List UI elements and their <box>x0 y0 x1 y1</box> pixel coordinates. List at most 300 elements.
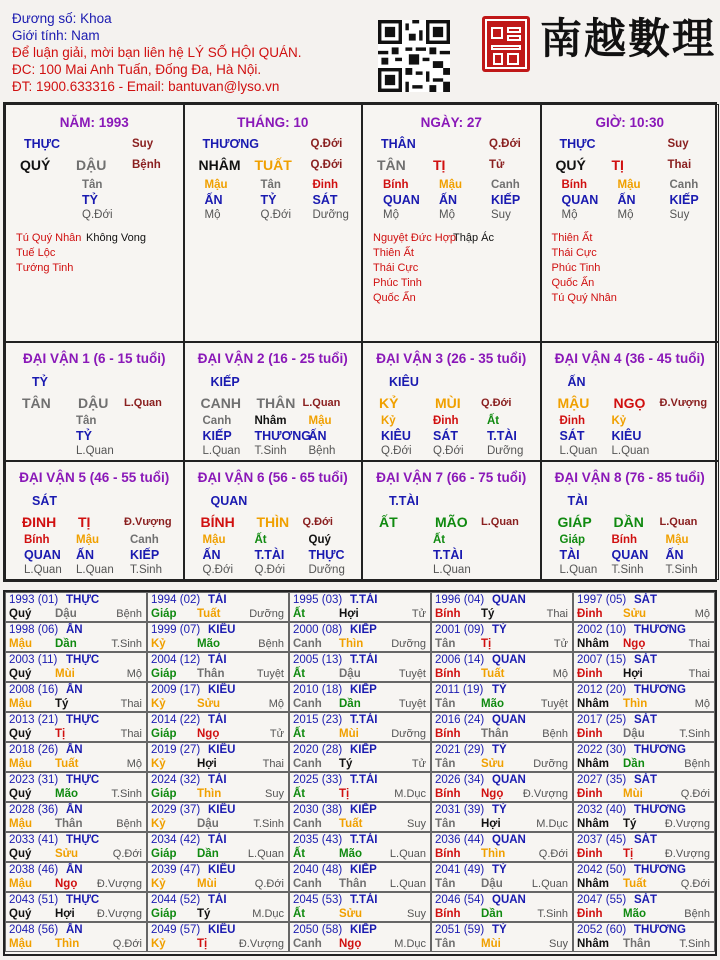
year-label: 2050 (58) <box>293 924 343 936</box>
year-cell <box>147 832 289 862</box>
year-branch: Tuất <box>55 758 79 770</box>
year-stem: Mậu <box>9 878 32 890</box>
year-stem: Mậu <box>9 638 32 650</box>
year-star: QUAN <box>492 714 526 726</box>
hidden-stage: L.Quan <box>559 445 598 457</box>
year-branch: Hợi <box>481 818 501 830</box>
hidden-stage: Q.Đới <box>433 445 464 457</box>
pillar-cell <box>362 104 541 342</box>
hidden-star: TỶ <box>82 193 98 207</box>
year-cell <box>431 862 573 892</box>
year-star: THỰC <box>66 894 100 906</box>
year-stage: Tử <box>269 728 284 740</box>
year-cell <box>5 712 147 742</box>
year-label: 2002 (10) <box>577 624 627 636</box>
dai-van-stage: Q.Đới <box>302 516 333 528</box>
dai-van-stem: ĐINH <box>22 514 57 530</box>
dai-van-star: QUAN <box>210 494 248 508</box>
hidden-stage: T.Sinh <box>611 564 644 576</box>
year-cell <box>431 622 573 652</box>
year-stem: Mậu <box>9 758 32 770</box>
year-stage: Đ.Vượng <box>238 938 284 950</box>
year-label: 2028 (36) <box>9 804 59 816</box>
hidden-stage: Mộ <box>617 209 634 221</box>
dai-van-stem: KỶ <box>379 395 399 411</box>
year-branch: Dần <box>197 848 219 860</box>
year-star: KIÊU <box>208 624 236 636</box>
pillar-stage: Thai <box>667 159 692 171</box>
year-stage: Bệnh <box>684 758 710 770</box>
year-branch: Hợi <box>55 908 75 920</box>
dai-van-stage: L.Quan <box>302 397 341 409</box>
pillar-star-top: THỰC <box>24 137 61 151</box>
year-stem: Bính <box>435 908 461 920</box>
year-star: QUAN <box>492 894 526 906</box>
year-label: 2040 (48) <box>293 864 343 876</box>
year-label: 2004 (12) <box>151 654 201 666</box>
year-star: SÁT <box>634 894 657 906</box>
pillar-stem: QUÝ <box>20 157 51 173</box>
year-star: ẤN <box>66 684 83 696</box>
hidden-star: TỶ <box>260 193 277 207</box>
year-cell <box>147 682 289 712</box>
year-label: 2042 (50) <box>577 864 627 876</box>
year-label: 1997 (05) <box>577 594 627 606</box>
shen-sha: Quốc Ấn <box>551 277 595 289</box>
year-branch: Tuất <box>481 668 505 680</box>
year-stage: Tuyệt <box>256 668 284 680</box>
year-star: KIÊU <box>208 924 236 936</box>
dai-van-cell <box>541 461 720 580</box>
hidden-star: KIÊU <box>611 429 642 443</box>
year-star: KIẾP <box>350 684 377 696</box>
year-stage: L.Quan <box>531 878 568 890</box>
year-branch: Tuất <box>339 818 363 830</box>
shen-sha: Thái Cực <box>373 262 419 274</box>
year-cell <box>289 922 431 952</box>
year-branch: Dậu <box>55 608 77 620</box>
year-cell <box>289 892 431 922</box>
year-star: KIẾP <box>350 804 377 816</box>
year-stage: Tuyệt <box>540 698 568 710</box>
pillar-stage: Bệnh <box>132 159 161 171</box>
year-label: 2016 (24) <box>435 714 485 726</box>
hidden-stage: Q.Đới <box>260 209 292 221</box>
year-cell <box>573 652 715 682</box>
hidden-star: SÁT <box>559 429 585 443</box>
year-branch: Hợi <box>197 758 217 770</box>
year-stage: Tử <box>411 608 426 620</box>
year-stage: Suy <box>549 938 568 950</box>
year-branch: Thân <box>55 818 83 830</box>
dai-van-title: ĐẠI VẬN 1 (6 - 15 tuổi) <box>22 351 166 366</box>
dai-van-title: ĐẠI VẬN 7 (66 - 75 tuổi) <box>376 470 527 485</box>
hidden-stem: Mậu <box>202 534 226 546</box>
year-branch: Thìn <box>339 638 364 650</box>
year-star: SÁT <box>634 594 657 606</box>
year-stage: Mộ <box>694 608 710 620</box>
pillar-cell <box>184 104 363 342</box>
year-stage: Q.Đới <box>680 878 710 890</box>
pillar-stage: Q.Đới <box>310 159 343 171</box>
year-stem: Kỷ <box>151 878 166 890</box>
year-stem: Canh <box>293 638 322 650</box>
year-cell <box>431 892 573 922</box>
year-cell <box>431 832 573 862</box>
year-stem: Quý <box>9 908 32 920</box>
year-label: 2045 (53) <box>293 894 343 906</box>
year-star: TÀI <box>208 594 227 606</box>
hidden-stage: L.Quan <box>76 564 114 576</box>
year-star: TỶ <box>492 804 507 816</box>
pillar-star-top: THỰC <box>559 137 596 151</box>
year-branch: Thân <box>481 728 509 740</box>
owner-name: Đương số: Khoa <box>12 11 112 26</box>
year-stem: Đinh <box>577 668 603 680</box>
hidden-stem: Mậu <box>204 179 228 191</box>
year-stage: Dưỡng <box>391 728 426 740</box>
hidden-stage: L.Quan <box>559 564 598 576</box>
year-label: 2021 (29) <box>435 744 485 756</box>
hidden-stem: Đinh <box>559 415 586 427</box>
year-stem: Bính <box>435 848 461 860</box>
year-branch: Sửu <box>197 698 221 710</box>
year-label: 2011 (19) <box>435 684 484 696</box>
year-star: KIẾP <box>350 744 377 756</box>
year-stage: Mộ <box>552 668 568 680</box>
year-label: 2000 (08) <box>293 624 343 636</box>
hidden-stage: L.Quan <box>433 564 471 576</box>
year-stem: Ất <box>293 608 306 620</box>
year-label: 2032 (40) <box>577 804 627 816</box>
year-cell <box>147 862 289 892</box>
dai-van-title: ĐẠI VẬN 4 (36 - 45 tuổi) <box>554 351 705 366</box>
year-label: 2005 (13) <box>293 654 343 666</box>
dai-van-stage: L.Quan <box>481 516 519 528</box>
pillar-stage-top: Suy <box>132 138 154 150</box>
year-stem: Tân <box>435 938 456 950</box>
pillar-stem: QUÝ <box>555 157 586 173</box>
year-branch: Sửu <box>623 608 647 620</box>
year-cell <box>5 772 147 802</box>
year-branch: Dần <box>55 638 77 650</box>
year-cell <box>147 652 289 682</box>
year-star: TÀI <box>208 774 227 786</box>
hidden-stem: Đinh <box>433 415 459 427</box>
year-cell <box>289 652 431 682</box>
year-stage: Q.Đới <box>112 848 142 860</box>
pillar-branch: TUẤT <box>254 157 292 173</box>
year-cell <box>289 802 431 832</box>
hidden-star: T.TÀI <box>487 429 517 443</box>
year-star: SÁT <box>634 654 657 666</box>
hidden-stage: Q.Đới <box>202 564 234 576</box>
year-stage: Dưỡng <box>391 638 426 650</box>
year-star: THỰC <box>66 834 100 846</box>
year-stem: Ất <box>293 668 306 680</box>
year-star: THỰC <box>66 774 100 786</box>
year-stem: Kỷ <box>151 638 166 650</box>
year-stage: Bệnh <box>684 908 710 920</box>
year-star: ẤN <box>66 864 83 876</box>
year-stage: T.Sinh <box>679 728 710 740</box>
year-star: KIÊU <box>208 864 236 876</box>
year-cell <box>147 892 289 922</box>
year-branch: Dần <box>339 698 361 710</box>
dai-van-title: ĐẠI VẬN 3 (26 - 35 tuổi) <box>376 351 527 366</box>
year-star: QUAN <box>492 774 526 786</box>
year-label: 2026 (34) <box>435 774 485 786</box>
year-star: KIÊU <box>208 684 236 696</box>
hidden-stage: Q.Đới <box>254 564 286 576</box>
year-label: 2036 (44) <box>435 834 485 846</box>
hidden-stem: Canh <box>669 179 699 191</box>
year-label: 2039 (47) <box>151 864 201 876</box>
year-star: T.TÀI <box>350 774 378 786</box>
year-stage: Mộ <box>268 698 284 710</box>
year-stage: Suy <box>407 908 426 920</box>
hidden-star: KIẾP <box>491 193 521 207</box>
hidden-stem: Tân <box>260 179 281 191</box>
year-cell <box>147 772 289 802</box>
dai-van-star: KIẾP <box>210 375 240 389</box>
year-label: 2044 (52) <box>151 894 201 906</box>
year-branch: Thìn <box>55 938 80 950</box>
year-stem: Giáp <box>151 608 177 620</box>
year-star: KIÊU <box>208 804 236 816</box>
dai-van-cell <box>362 342 541 461</box>
year-label: 2018 (26) <box>9 744 59 756</box>
pillar-stage: Tử <box>489 159 505 171</box>
year-label: 2035 (43) <box>293 834 343 846</box>
year-label: 2007 (15) <box>577 654 627 666</box>
year-star: THƯƠNG <box>634 924 686 936</box>
hidden-star: ẤN <box>665 548 684 562</box>
year-branch: Tý <box>481 608 495 620</box>
year-label: 2048 (56) <box>9 924 59 936</box>
year-star: KIẾP <box>350 864 377 876</box>
shen-sha: Quốc Ấn <box>373 292 416 304</box>
year-label: 2030 (38) <box>293 804 343 816</box>
year-star: THƯƠNG <box>634 744 686 756</box>
year-cell <box>289 832 431 862</box>
year-stem: Tân <box>435 818 456 830</box>
year-cell <box>431 772 573 802</box>
dai-van-branch: TỊ <box>78 514 91 530</box>
year-label: 2034 (42) <box>151 834 201 846</box>
year-star: T.TÀI <box>350 654 378 666</box>
year-cell <box>431 682 573 712</box>
hidden-star: KIẾP <box>130 548 160 562</box>
year-stem: Nhâm <box>577 938 609 950</box>
hidden-star: QUAN <box>24 548 61 562</box>
year-stage: Thai <box>688 668 710 680</box>
year-cell <box>147 802 289 832</box>
year-cell <box>431 922 573 952</box>
address-line: ĐC: 100 Mai Anh Tuấn, Đống Đa, Hà Nội. <box>12 62 262 77</box>
year-cell <box>573 712 715 742</box>
year-stem: Quý <box>9 788 32 800</box>
year-cell <box>5 832 147 862</box>
year-branch: Thìn <box>481 848 506 860</box>
year-stem: Giáp <box>151 668 177 680</box>
year-cell <box>573 592 715 622</box>
shen-sha: Thiên Ất <box>551 232 593 244</box>
qr-code-icon <box>378 20 450 92</box>
year-stem: Giáp <box>151 728 177 740</box>
hidden-stage: Mộ <box>204 209 221 221</box>
year-stage: Q.Đới <box>538 848 568 860</box>
year-label: 2029 (37) <box>151 804 201 816</box>
hidden-star: ẤN <box>76 548 95 562</box>
year-stem: Mậu <box>9 938 32 950</box>
hidden-stage: L.Quan <box>76 445 114 457</box>
year-branch: Thân <box>623 938 651 950</box>
year-cell <box>431 712 573 742</box>
year-stem: Tân <box>435 878 456 890</box>
year-star: ẤN <box>66 624 83 636</box>
year-label: 1993 (01) <box>9 594 59 606</box>
year-label: 2037 (45) <box>577 834 627 846</box>
hidden-stage: Dưỡng <box>312 209 349 221</box>
year-star: TÀI <box>208 654 227 666</box>
year-label: 2014 (22) <box>151 714 201 726</box>
hidden-star: TÀI <box>559 548 580 562</box>
dai-van-stem: ẤT <box>379 514 398 530</box>
year-cell <box>147 622 289 652</box>
year-star: TÀI <box>208 834 227 846</box>
year-label: 2015 (23) <box>293 714 343 726</box>
dai-van-star: TÀI <box>567 494 588 508</box>
pillar-stage-top: Q.Đới <box>310 138 343 150</box>
hidden-stem: Ất <box>487 415 500 427</box>
year-branch: Dậu <box>623 728 645 740</box>
year-stem: Kỷ <box>151 758 166 770</box>
year-cell <box>5 652 147 682</box>
header-info <box>12 10 301 95</box>
hidden-star: ẤN <box>439 193 458 207</box>
year-cell <box>573 772 715 802</box>
year-cell <box>5 592 147 622</box>
dai-van-stem: MẬU <box>557 395 590 411</box>
dai-van-stage: L.Quan <box>659 516 698 528</box>
hidden-stem: Mậu <box>76 534 99 546</box>
year-star: TỶ <box>492 684 507 696</box>
dai-van-cell <box>5 461 184 580</box>
year-stem: Nhâm <box>577 818 609 830</box>
year-stem: Ất <box>293 848 306 860</box>
year-star: T.TÀI <box>350 834 378 846</box>
year-stem: Quý <box>9 848 32 860</box>
year-star: TÀI <box>208 894 227 906</box>
year-branch: Dậu <box>339 668 361 680</box>
year-branch: Mùi <box>481 938 501 950</box>
hidden-star: T.TÀI <box>433 548 463 562</box>
year-branch: Tý <box>339 758 353 770</box>
year-label: 2013 (21) <box>9 714 59 726</box>
year-branch: Mão <box>339 848 362 860</box>
year-branch: Mùi <box>55 668 75 680</box>
dai-van-cell <box>541 342 720 461</box>
dai-van-stem: GIÁP <box>557 514 592 530</box>
year-star: THỰC <box>66 594 100 606</box>
hidden-stem: Mậu <box>439 179 462 191</box>
year-label: 2023 (31) <box>9 774 59 786</box>
dai-van-title: ĐẠI VẬN 6 (56 - 65 tuổi) <box>197 470 348 485</box>
year-branch: Sửu <box>55 848 79 860</box>
year-branch: Dậu <box>197 818 219 830</box>
hidden-stem: Tân <box>76 415 97 427</box>
year-star: THỰC <box>66 654 100 666</box>
shen-sha: Tuế Lộc <box>16 247 56 259</box>
dai-van-title: ĐẠI VẬN 8 (76 - 85 tuổi) <box>554 470 705 485</box>
year-stem: Kỷ <box>151 698 166 710</box>
year-stem: Đinh <box>577 848 603 860</box>
year-stem: Đinh <box>577 608 603 620</box>
year-stem: Quý <box>9 728 32 740</box>
year-stage: Q.Đới <box>254 878 284 890</box>
hidden-star: SÁT <box>433 429 458 443</box>
year-cell <box>573 802 715 832</box>
year-stage: Q.Đới <box>680 788 710 800</box>
year-star: KIẾP <box>350 624 377 636</box>
year-stage: M.Dục <box>536 818 568 830</box>
year-star: ẤN <box>66 744 83 756</box>
hidden-stage: L.Quan <box>611 445 650 457</box>
shen-sha: Không Vong <box>86 232 146 244</box>
year-label: 2043 (51) <box>9 894 59 906</box>
dai-van-star: SÁT <box>32 494 57 508</box>
year-stage: Đ.Vượng <box>96 908 142 920</box>
pillar-cell <box>5 104 184 342</box>
year-stem: Nhâm <box>577 878 609 890</box>
year-branch: Tị <box>55 728 66 740</box>
year-stage: Tuyệt <box>398 698 426 710</box>
year-label: 2019 (27) <box>151 744 201 756</box>
year-stem: Bính <box>435 608 461 620</box>
year-stem: Kỷ <box>151 818 166 830</box>
dai-van-stage: Đ.Vượng <box>659 397 708 409</box>
hidden-star: KIẾP <box>669 193 699 207</box>
hidden-stage: T.Sinh <box>254 445 287 457</box>
dai-van-branch: THÂN <box>256 395 296 411</box>
year-branch: Tị <box>623 848 634 860</box>
year-stage: M.Dục <box>394 788 426 800</box>
year-label: 2041 (49) <box>435 864 485 876</box>
year-stem: Tân <box>435 758 456 770</box>
year-label: 2031 (39) <box>435 804 485 816</box>
pillar-stem: TÂN <box>377 157 406 173</box>
year-branch: Tị <box>197 938 208 950</box>
year-cell <box>573 922 715 952</box>
year-stage: Thai <box>120 728 142 740</box>
hidden-stem: Ất <box>433 534 446 546</box>
year-stem: Tân <box>435 638 456 650</box>
pillar-stem: NHÂM <box>198 157 241 173</box>
pillar-title: NGÀY: 27 <box>420 115 482 130</box>
year-stem: Bính <box>435 788 461 800</box>
year-stage: Q.Đới <box>112 938 142 950</box>
year-cell <box>431 592 573 622</box>
year-star: SÁT <box>634 834 657 846</box>
hidden-stage: Q.Đới <box>381 445 412 457</box>
year-branch: Dần <box>623 758 645 770</box>
shen-sha: Tướng Tinh <box>16 262 74 274</box>
hidden-star: KIẾP <box>202 429 232 443</box>
hidden-stage: T.Sinh <box>130 564 162 576</box>
hidden-stem: Kỷ <box>381 415 396 427</box>
year-star: T.TÀI <box>350 714 378 726</box>
